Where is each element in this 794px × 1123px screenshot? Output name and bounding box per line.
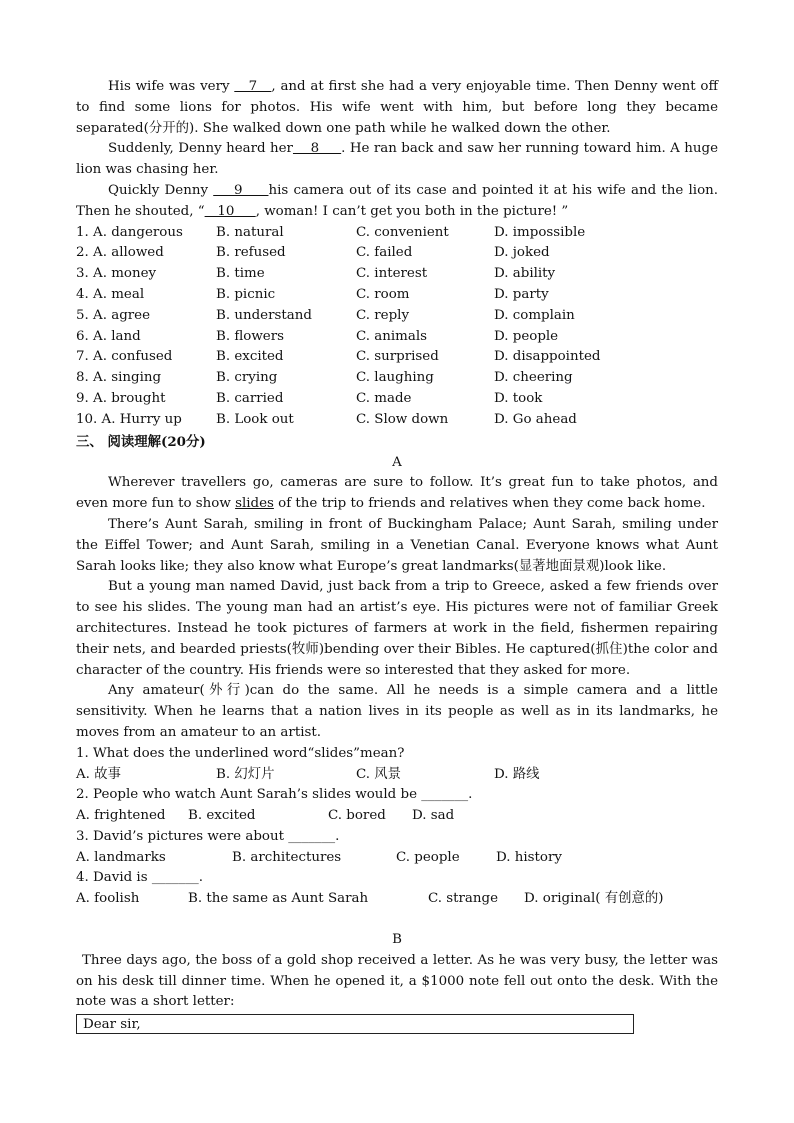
question-options: A. frightened B. excited C. bored D. sad — [76, 808, 455, 824]
question-text: 4. David is _______. — [76, 870, 203, 886]
cloze-option-row: 2. A. allowed B. refused C. failed D. joked — [76, 245, 550, 261]
section-title: 三、 阅读理解(20分) — [76, 433, 206, 450]
passage-a-questions — [76, 744, 718, 910]
question-options: A. foolish B. the same as Aunt Sarah C. strange D. original( 有创意的) — [76, 891, 664, 907]
cloze-option-row: 3. A. money B. time C. interest D. ability — [76, 266, 556, 282]
question-options: A. 故事 B. 幻灯片 C. 风景 D. 路线 — [76, 766, 540, 782]
cloze-option-row: 6. A. land B. flowers C. animals D. people — [76, 328, 559, 344]
passage-a-paragraph-2: There’s Aunt Sarah, smiling in front of Buckingham Palace; Aunt Sarah, smiling under the Eiffel Tower; and Aunt Sarah, smiling in a Venetian Canal. Everyone knows what Aunt Sarah looks like; they also know what Europe’s great landmarks(显著地面景观)look like. — [76, 516, 718, 574]
cloze-option-row: 5. A. agree B. understand C. reply D. complain — [76, 307, 575, 323]
question-text: 3. David’s pictures were about _______. — [76, 828, 340, 844]
blank-8: 8 — [292, 141, 342, 157]
cloze-option-row: 8. A. singing B. crying C. laughing D. cheering — [76, 370, 573, 386]
passage-a-paragraph-3: But a young man named David, just back from a trip to Greece, asked a few friends over to see his slides. The young man had an artist’s eye. His pictures were not of familiar Greek architectures. Instead he took pictures of farmers at work in the field, fishermen repairing their nets, and bearded priests(牧师)bending over their Bibles. He captured(抓住)the color and character of the country. His friends were so interested that they asked for more. — [76, 579, 718, 678]
cloze-option-row: 10. A. Hurry up B. Look out C. Slow down D. Go ahead — [76, 411, 577, 427]
cloze-paragraph-2: Suddenly, Denny heard her 8 . He ran back and saw her running toward him. A huge lion was chasing her. — [76, 141, 719, 178]
passage-b-label: B — [392, 932, 402, 948]
passage-a-paragraph-1: Wherever travellers go, cameras are sure to follow. It’s great fun to take photos, and even more fun to show slides of the trip to friends and relatives when they come back home. — [76, 475, 718, 512]
cloze-option-row: 7. A. confused B. excited C. surprised D. disappointed — [76, 349, 601, 365]
letter-box: Dear sir, — [76, 1014, 634, 1034]
cloze-option-row: 4. A. meal B. picnic C. room D. party — [76, 286, 549, 302]
cloze-paragraph-3: Quickly Denny 9 his camera out of its case and pointed it at his wife and the lion. Then he shouted, “ 10 , woman! I can’t get you both in the picture! ” — [76, 182, 719, 219]
cloze-option-row: 1. A. dangerous B. natural C. convenient D. impossible — [76, 224, 586, 240]
question-text: 2. People who watch Aunt Sarah’s slides would be _______. — [76, 787, 473, 803]
underlined-word: slides — [235, 496, 274, 512]
question-options: A. landmarks B. architectures C. people D. history — [76, 849, 562, 865]
blank-9: 9 — [213, 182, 269, 198]
cloze-option-row: 9. A. brought B. carried C. made D. took — [76, 390, 543, 406]
blank-7: 7 — [234, 79, 272, 94]
question-text: 1. What does the underlined word“slides”mean? — [76, 745, 405, 761]
cloze-paragraph-1: His wife was very 7 , and at first she had a very enjoyable time. Then Denny went off to find some lions for photos. His wife went with him, but before long they became separated(分开的). She walked down one path while he walked down the other. — [76, 79, 718, 136]
passage-a-paragraph-4: Any amateur(外行)can do the same. All he needs is a simple camera and a little sensitivity. When he learns that a nation lives in its people as well as in its landmarks, he moves from an amateur to an artist. — [76, 683, 718, 740]
exam-page — [76, 77, 718, 1034]
cloze-options — [76, 223, 718, 431]
passage-b-paragraph-1: Three days ago, the boss of a gold shop received a letter. As he was very busy, the letter was on his desk till dinner time. When he opened it, a $1000 note fell out onto the desk. With the note was a short letter: — [76, 952, 718, 1010]
blank-10: 10 — [204, 203, 256, 219]
passage-a-label: A — [392, 454, 402, 470]
